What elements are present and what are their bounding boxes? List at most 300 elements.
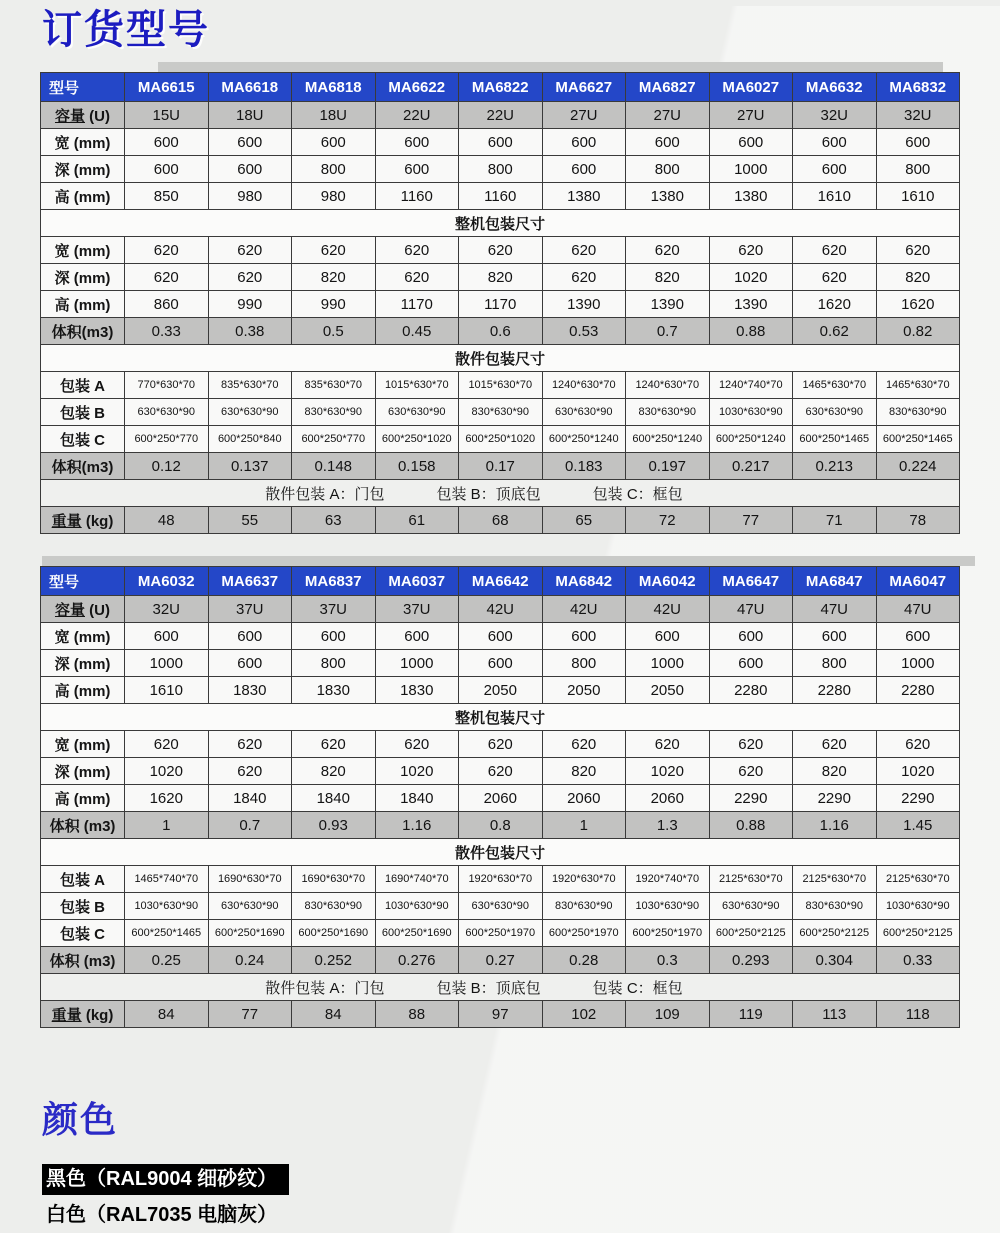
value-cell: 2290 [793,785,877,812]
value-cell: 0.7 [208,812,292,839]
row-label-cell: 宽 (mm) [41,129,125,156]
model-header-cell: MA6837 [292,567,376,596]
value-cell: 118 [876,1001,960,1028]
value-cell: 990 [292,291,376,318]
table-row [41,893,960,920]
value-cell: 109 [626,1001,710,1028]
table-row [41,237,960,264]
value-cell: 77 [709,507,793,534]
row-label-cell: 包装 B [41,399,125,426]
table-row [41,318,960,345]
value-cell: 620 [542,264,626,291]
value-cell: 800 [793,650,877,677]
row-label-cell: 包装 C [41,920,125,947]
value-cell: 1030*630*90 [709,399,793,426]
value-cell: 0.88 [709,318,793,345]
value-cell: 600*250*1970 [459,920,543,947]
value-cell: 1020 [626,758,710,785]
value-cell: 27U [709,102,793,129]
value-cell: 1620 [876,291,960,318]
value-cell: 600 [542,623,626,650]
row-label-cell: 体积 (m3) [41,812,125,839]
value-cell: 0.158 [375,453,459,480]
table-row [41,183,960,210]
value-cell: 1160 [375,183,459,210]
value-cell: 600*250*1465 [876,426,960,453]
value-cell: 1240*630*70 [542,372,626,399]
table-row [41,785,960,812]
value-cell: 630*630*90 [793,399,877,426]
value-cell: 78 [876,507,960,534]
value-cell: 600*250*2125 [793,920,877,947]
value-cell: 1465*740*70 [125,866,209,893]
model-header-cell: MA6042 [626,567,710,596]
section-row [41,210,960,237]
row-label-text: 重量 [51,1006,82,1024]
packaging-note [41,974,960,1001]
value-cell: 1.16 [375,812,459,839]
model-header-label: 型号 [41,73,125,102]
row-label-cell: 高 (mm) [41,785,125,812]
value-cell: 18U [292,102,376,129]
packaging-note [41,480,960,507]
value-cell: 1015*630*70 [459,372,543,399]
value-cell: 1390 [626,291,710,318]
order-model-table-1 [40,72,960,534]
value-cell: 830*630*90 [626,399,710,426]
value-cell: 1.16 [793,812,877,839]
value-cell: 820 [626,264,710,291]
value-cell: 620 [876,731,960,758]
row-label-cell: 高 (mm) [41,677,125,704]
table-row [41,507,960,534]
value-cell: 1240*740*70 [709,372,793,399]
value-cell: 1020 [375,758,459,785]
model-header-cell: MA6615 [125,73,209,102]
value-cell: 630*630*90 [125,399,209,426]
row-label-cell: 体积(m3) [41,318,125,345]
value-cell: 620 [793,237,877,264]
value-cell: 2280 [709,677,793,704]
row-label-cell: 体积(m3) [41,453,125,480]
model-header-cell: MA6637 [208,567,292,596]
value-cell: 1000 [876,650,960,677]
value-cell: 600*250*1240 [542,426,626,453]
table-row [41,623,960,650]
value-cell: 68 [459,507,543,534]
value-cell: 600*250*1465 [125,920,209,947]
row-label-cell: 宽 (mm) [41,731,125,758]
value-cell: 600 [626,623,710,650]
value-cell: 97 [459,1001,543,1028]
row-label-cell: 宽 (mm) [41,623,125,650]
value-cell: 860 [125,291,209,318]
value-cell: 600*250*1240 [709,426,793,453]
section-header: 散件包装尺寸 [41,345,960,372]
value-cell: 600*250*1020 [459,426,543,453]
value-cell: 1020 [125,758,209,785]
value-cell: 32U [125,596,209,623]
value-cell: 37U [375,596,459,623]
value-cell: 42U [542,596,626,623]
value-cell: 620 [459,237,543,264]
model-header-cell: MA6618 [208,73,292,102]
value-cell: 820 [793,758,877,785]
value-cell: 830*630*90 [793,893,877,920]
value-cell: 600 [125,129,209,156]
value-cell: 620 [208,237,292,264]
value-cell: 600 [208,623,292,650]
value-cell: 77 [208,1001,292,1028]
value-cell: 600*250*1240 [626,426,710,453]
value-cell: 42U [459,596,543,623]
section-header: 整机包装尺寸 [41,210,960,237]
colors-title: 颜色 [42,1099,119,1140]
model-header-cell: MA6632 [793,73,877,102]
table-row [41,156,960,183]
value-cell: 1.45 [876,812,960,839]
value-cell: 1.3 [626,812,710,839]
value-cell: 620 [459,758,543,785]
value-cell: 1620 [125,785,209,812]
value-cell: 0.224 [876,453,960,480]
value-cell: 620 [375,731,459,758]
value-cell: 1690*740*70 [375,866,459,893]
value-cell: 600*250*2125 [709,920,793,947]
value-cell: 1465*630*70 [793,372,877,399]
model-header-label: 型号 [41,567,125,596]
table-row [41,650,960,677]
value-cell: 850 [125,183,209,210]
value-cell: 2060 [626,785,710,812]
value-cell: 0.62 [793,318,877,345]
value-cell: 15U [125,102,209,129]
value-cell: 600 [125,156,209,183]
value-cell: 27U [542,102,626,129]
section-row [41,839,960,866]
value-cell: 0.38 [208,318,292,345]
value-cell: 600 [292,623,376,650]
value-cell: 1610 [793,183,877,210]
section-row [41,345,960,372]
value-cell: 630*630*90 [375,399,459,426]
value-cell: 84 [292,1001,376,1028]
table-row [41,1001,960,1028]
note-row [41,974,960,1001]
value-cell: 600 [375,129,459,156]
order-model-table-2 [40,566,960,1028]
value-cell: 1610 [125,677,209,704]
value-cell: 1920*630*70 [459,866,543,893]
value-cell: 830*630*90 [459,399,543,426]
value-cell: 1000 [125,650,209,677]
value-cell: 600 [793,129,877,156]
value-cell: 1840 [375,785,459,812]
value-cell: 2280 [793,677,877,704]
value-cell: 1240*630*70 [626,372,710,399]
value-cell: 0.252 [292,947,376,974]
value-cell: 800 [876,156,960,183]
value-cell: 0.93 [292,812,376,839]
value-cell: 47U [709,596,793,623]
value-cell: 600 [626,129,710,156]
value-cell: 620 [125,237,209,264]
packaging-note-part: 包装 C：框包 [592,485,683,503]
table-row [41,677,960,704]
value-cell: 0.137 [208,453,292,480]
value-cell: 830*630*90 [876,399,960,426]
order-model-table-1-wrap [40,72,960,534]
value-cell: 102 [542,1001,626,1028]
table-row [41,372,960,399]
table-row [41,758,960,785]
value-cell: 600 [208,650,292,677]
value-cell: 620 [125,731,209,758]
value-cell: 1 [125,812,209,839]
value-cell: 0.3 [626,947,710,974]
value-cell: 800 [542,650,626,677]
value-cell: 600 [542,156,626,183]
value-cell: 620 [793,731,877,758]
value-cell: 1830 [208,677,292,704]
value-cell: 835*630*70 [208,372,292,399]
value-cell: 2290 [709,785,793,812]
value-cell: 1840 [292,785,376,812]
row-label-cell: 容量 (U) [41,596,125,623]
table-row [41,291,960,318]
value-cell: 600 [709,623,793,650]
value-cell: 830*630*90 [542,893,626,920]
table-row [41,731,960,758]
value-cell: 1380 [542,183,626,210]
value-cell: 18U [208,102,292,129]
value-cell: 600*250*1970 [626,920,710,947]
value-cell: 1830 [375,677,459,704]
value-cell: 65 [542,507,626,534]
value-cell: 1840 [208,785,292,812]
model-header-cell: MA6037 [375,567,459,596]
value-cell: 2050 [542,677,626,704]
packaging-note-part: 包装 B：顶底包 [436,979,541,997]
value-cell: 620 [626,731,710,758]
row-label-text: 重量 [51,512,82,530]
section-row [41,704,960,731]
value-cell: 22U [375,102,459,129]
value-cell: 0.17 [459,453,543,480]
value-cell: 600 [375,156,459,183]
value-cell: 820 [542,758,626,785]
value-cell: 37U [208,596,292,623]
value-cell: 600*250*840 [208,426,292,453]
value-cell: 835*630*70 [292,372,376,399]
value-cell: 600 [459,129,543,156]
value-cell: 830*630*90 [292,399,376,426]
value-cell: 600 [709,650,793,677]
value-cell: 1170 [375,291,459,318]
row-label-cell: 包装 C [41,426,125,453]
model-header-cell: MA6032 [125,567,209,596]
table-row [41,102,960,129]
value-cell: 2125*630*70 [793,866,877,893]
value-cell: 0.45 [375,318,459,345]
value-cell: 0.25 [125,947,209,974]
table-row [41,920,960,947]
row-label-cell: 深 (mm) [41,650,125,677]
value-cell: 0.27 [459,947,543,974]
value-cell: 48 [125,507,209,534]
value-cell: 0.148 [292,453,376,480]
value-cell: 1160 [459,183,543,210]
value-cell: 620 [709,731,793,758]
row-label-cell: 容量 (U) [41,102,125,129]
value-cell: 0.304 [793,947,877,974]
value-cell: 820 [292,264,376,291]
value-cell: 0.293 [709,947,793,974]
table-row [41,399,960,426]
value-cell: 113 [793,1001,877,1028]
value-cell: 55 [208,507,292,534]
model-header-cell: MA6827 [626,73,710,102]
value-cell: 600 [793,156,877,183]
value-cell: 0.28 [542,947,626,974]
value-cell: 0.8 [459,812,543,839]
value-cell: 63 [292,507,376,534]
value-cell: 0.88 [709,812,793,839]
value-cell: 1020 [709,264,793,291]
value-cell: 37U [292,596,376,623]
value-cell: 620 [375,264,459,291]
value-cell: 2060 [542,785,626,812]
model-header-cell: MA6647 [709,567,793,596]
row-label-cell: 包装 A [41,372,125,399]
value-cell: 0.7 [626,318,710,345]
value-cell: 71 [793,507,877,534]
value-cell: 1465*630*70 [876,372,960,399]
row-label-cell: 深 (mm) [41,758,125,785]
value-cell: 600*250*1465 [793,426,877,453]
table-row [41,453,960,480]
packaging-note-part: 包装 C：框包 [592,979,683,997]
table-row [41,866,960,893]
page-title: 订货型号 [42,8,210,52]
value-cell: 630*630*90 [542,399,626,426]
packaging-note-part: 包装 B：顶底包 [436,485,541,503]
value-cell: 620 [542,731,626,758]
value-cell: 0.197 [626,453,710,480]
value-cell: 0.82 [876,318,960,345]
value-cell: 1380 [709,183,793,210]
value-cell: 1015*630*70 [375,372,459,399]
value-cell: 27U [626,102,710,129]
value-cell: 620 [292,731,376,758]
value-cell: 600*250*770 [125,426,209,453]
value-cell: 0.6 [459,318,543,345]
model-header-cell: MA6822 [459,73,543,102]
table-row [41,812,960,839]
value-cell: 1170 [459,291,543,318]
value-cell: 0.53 [542,318,626,345]
value-cell: 630*630*90 [459,893,543,920]
value-cell: 1030*630*90 [375,893,459,920]
value-cell: 47U [793,596,877,623]
value-cell: 32U [793,102,877,129]
value-cell: 600*250*770 [292,426,376,453]
value-cell: 600*250*2125 [876,920,960,947]
value-cell: 600*250*1690 [375,920,459,947]
model-header-cell: MA6642 [459,567,543,596]
value-cell: 1690*630*70 [292,866,376,893]
value-cell: 1030*630*90 [876,893,960,920]
value-cell: 620 [208,731,292,758]
value-cell: 600*250*1690 [292,920,376,947]
note-row [41,480,960,507]
value-cell: 1830 [292,677,376,704]
packaging-note-part: 散件包装 A：门包 [265,485,385,503]
row-label-cell: 重量 (kg) [41,507,125,534]
color-option-black: 黑色（RAL9004 细砂纹） [42,1164,289,1195]
value-cell: 2280 [876,677,960,704]
value-cell: 72 [626,507,710,534]
value-cell: 0.5 [292,318,376,345]
value-cell: 800 [626,156,710,183]
value-cell: 600 [375,623,459,650]
section-header: 散件包装尺寸 [41,839,960,866]
value-cell: 600 [793,623,877,650]
row-label-text: 容量 [54,107,85,125]
table-row [41,129,960,156]
value-cell: 2050 [626,677,710,704]
row-label-text: 容量 [54,601,85,619]
value-cell: 600 [542,129,626,156]
value-cell: 620 [709,758,793,785]
value-cell: 820 [876,264,960,291]
value-cell: 0.183 [542,453,626,480]
row-label-cell: 高 (mm) [41,291,125,318]
value-cell: 600 [459,650,543,677]
row-label-cell: 深 (mm) [41,156,125,183]
row-label-cell: 包装 B [41,893,125,920]
value-cell: 32U [876,102,960,129]
value-cell: 630*630*90 [208,399,292,426]
value-cell: 42U [626,596,710,623]
value-cell: 600 [208,156,292,183]
value-cell: 1620 [793,291,877,318]
value-cell: 1920*740*70 [626,866,710,893]
value-cell: 620 [292,237,376,264]
value-cell: 1030*630*90 [125,893,209,920]
value-cell: 2060 [459,785,543,812]
value-cell: 800 [292,156,376,183]
value-cell: 1020 [876,758,960,785]
value-cell: 2125*630*70 [709,866,793,893]
value-cell: 820 [459,264,543,291]
value-cell: 980 [208,183,292,210]
packaging-note-part: 散件包装 A：门包 [265,979,385,997]
value-cell: 1690*630*70 [208,866,292,893]
value-cell: 0.217 [709,453,793,480]
value-cell: 630*630*90 [208,893,292,920]
value-cell: 61 [375,507,459,534]
value-cell: 0.12 [125,453,209,480]
value-cell: 84 [125,1001,209,1028]
value-cell: 119 [709,1001,793,1028]
row-label-cell: 高 (mm) [41,183,125,210]
value-cell: 1030*630*90 [626,893,710,920]
model-header-cell: MA6832 [876,73,960,102]
value-cell: 620 [375,237,459,264]
row-label-cell: 体积 (m3) [41,947,125,974]
value-cell: 47U [876,596,960,623]
